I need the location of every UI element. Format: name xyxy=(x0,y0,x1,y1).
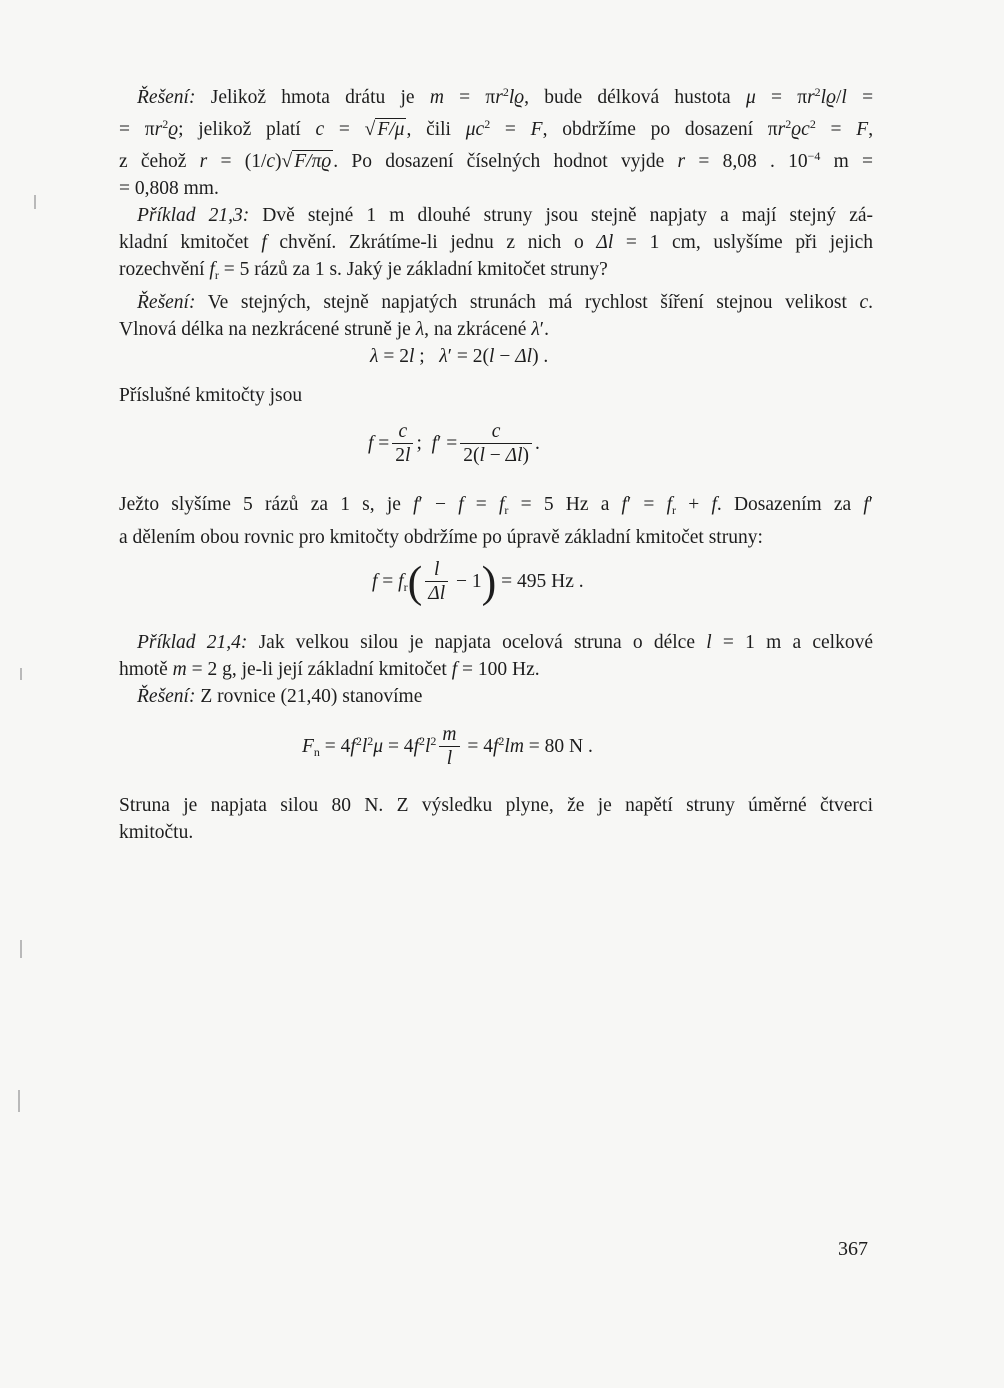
line: Příslušné kmitočty jsou xyxy=(119,385,303,406)
solution-block-1 xyxy=(119,79,873,343)
line: Struna je napjata silou 80 N. Z výsledku plyne, že je napětí struny úměrné čtverci xyxy=(119,795,873,816)
line: Řešení: Jelikož hmota drátu je $m = \pi r^2lϱ$, bude délková hustota $\mu = \pi r^2lϱ/l$ = xyxy=(137,85,874,108)
text: na zkrácené xyxy=(433,319,527,340)
example-label: Příklad 21,4: xyxy=(137,632,248,653)
conclusion-block xyxy=(119,792,873,846)
line xyxy=(119,683,873,710)
text: rozechvění xyxy=(119,259,205,280)
text: = 495 Hz . xyxy=(501,570,584,592)
text: kladní kmitočet xyxy=(119,232,249,253)
exponent: −4 xyxy=(807,149,821,163)
text: = 1 m a celkové xyxy=(722,632,874,653)
text: Dosazením za xyxy=(733,494,852,515)
solution-label: Řešení: xyxy=(137,87,196,108)
text: Z rovnice (21,40) stanovíme xyxy=(200,686,423,707)
line: hmotě m = 2 g, je-li její základní kmitočet f = 100 Hz. xyxy=(119,659,540,680)
text: Jak velkou silou je napjata ocelová struna o délce xyxy=(258,632,695,653)
example-block-4 xyxy=(119,629,873,710)
text: Ve stejných, stejně napjatých strunách má rychlost šíření stejnou velikost xyxy=(207,292,847,313)
text: obdržíme po dosazení xyxy=(562,119,754,140)
text: Jelikož hmota drátu je xyxy=(210,87,415,108)
equation-frequencies: f = $\frac{c}{2l}$ ; f′ = $\frac{c}{2(l - \Delta l)}$ . xyxy=(368,421,540,466)
equation-lambda: λ = 2l ; λ′ = 2(l − Δl) . xyxy=(370,346,549,367)
line: z čehož r = (1/c)√ F/πϱ . Po dosazení číselných hodnot vyjde r = 8,08 . $10^{-4}$ m = xyxy=(119,149,874,172)
text: = 5 Hz a xyxy=(520,494,610,515)
line: Příklad 21,4: Jak velkou silou je napjata ocelová struna o délce l = 1 m a celkové xyxy=(137,632,874,653)
line: = $\pi r^2ϱ$; jelikož platí c = √ F/μ , čili $\mu c^2 = F$, obdržíme po dosazení $\pi r^2ϱc^2 = F$, xyxy=(119,117,874,140)
line: kmitočtu. xyxy=(119,822,194,843)
line: Řešení: Ve stejných, stejně napjatých strunách má rychlost šíření stejnou velikost c. xyxy=(137,292,874,313)
text: hmotě xyxy=(119,659,168,680)
text: chvění. Zkrátíme-li jednu z nich o xyxy=(279,232,584,253)
line: a dělením obou rovnic pro kmitočty obdržíme po úpravě základní kmitočet struny: xyxy=(119,527,763,548)
text-block xyxy=(119,382,873,409)
line: = 0,808 mm. xyxy=(119,178,219,199)
equation-force: $F_n = 4f^2l^2\mu = 4f^2l^2$ $\frac{m}{l}$ = $4f^2lm = 80$ N . xyxy=(302,724,593,769)
page-number: 367 xyxy=(838,1238,868,1260)
line: kladní kmitočet f chvění. Zkrátíme-li jednu z nich o Δl = 1 cm, uslyšíme při jejich xyxy=(119,232,874,253)
scan-mark xyxy=(20,940,22,958)
text: z čehož xyxy=(119,151,187,172)
text: Po dosazení číselných hodnot vyjde xyxy=(351,151,665,172)
example-label: Příklad 21,3: xyxy=(137,205,250,226)
text: = 2 g, je-li její základní kmitočet xyxy=(191,659,447,680)
solution-label: Řešení: xyxy=(137,292,196,313)
text-block xyxy=(119,491,873,551)
text: bude délková hustota xyxy=(544,87,731,108)
equation-result-f: $f = f_r$( $\frac{l}{\Delta l}$ − 1) = 495 Hz . xyxy=(372,557,584,607)
text: m = xyxy=(833,151,874,172)
text: = 1 cm, uslyšíme při jejich xyxy=(625,232,874,253)
text: čili xyxy=(426,119,451,140)
text: jelikož platí xyxy=(198,119,301,140)
text: Vlnová délka na nezkrácené struně je xyxy=(119,319,411,340)
text: 8,08 . 10 xyxy=(722,151,808,172)
line: Ježto slyšíme 5 rázů za 1 s, je $f' - f = f_r = 5$ Hz a $f' = f_r + f$. Dosazením za f′ xyxy=(119,494,874,517)
solution-label: Řešení: xyxy=(137,686,196,707)
text: = 80 N . xyxy=(528,735,593,757)
line: rozechvění $f_r = 5$ rázů za 1 s. Jaký je základní kmitočet struny? xyxy=(119,259,608,282)
scan-mark xyxy=(18,1090,20,1112)
text: = 100 Hz. xyxy=(461,659,540,680)
line: Vlnová délka na nezkrácené struně je λ, na zkrácené λ′. xyxy=(119,319,549,340)
scan-mark xyxy=(20,668,22,680)
text: = 5 rázů za 1 s. Jaký je základní kmitočet struny? xyxy=(223,259,608,280)
text: Ježto slyšíme 5 rázů za 1 s, je xyxy=(119,494,401,515)
text: Dvě stejné 1 m dlouhé struny jsou stejně napjaty a mají stejný zá- xyxy=(262,205,873,226)
line xyxy=(119,202,873,229)
scan-mark xyxy=(34,195,36,209)
